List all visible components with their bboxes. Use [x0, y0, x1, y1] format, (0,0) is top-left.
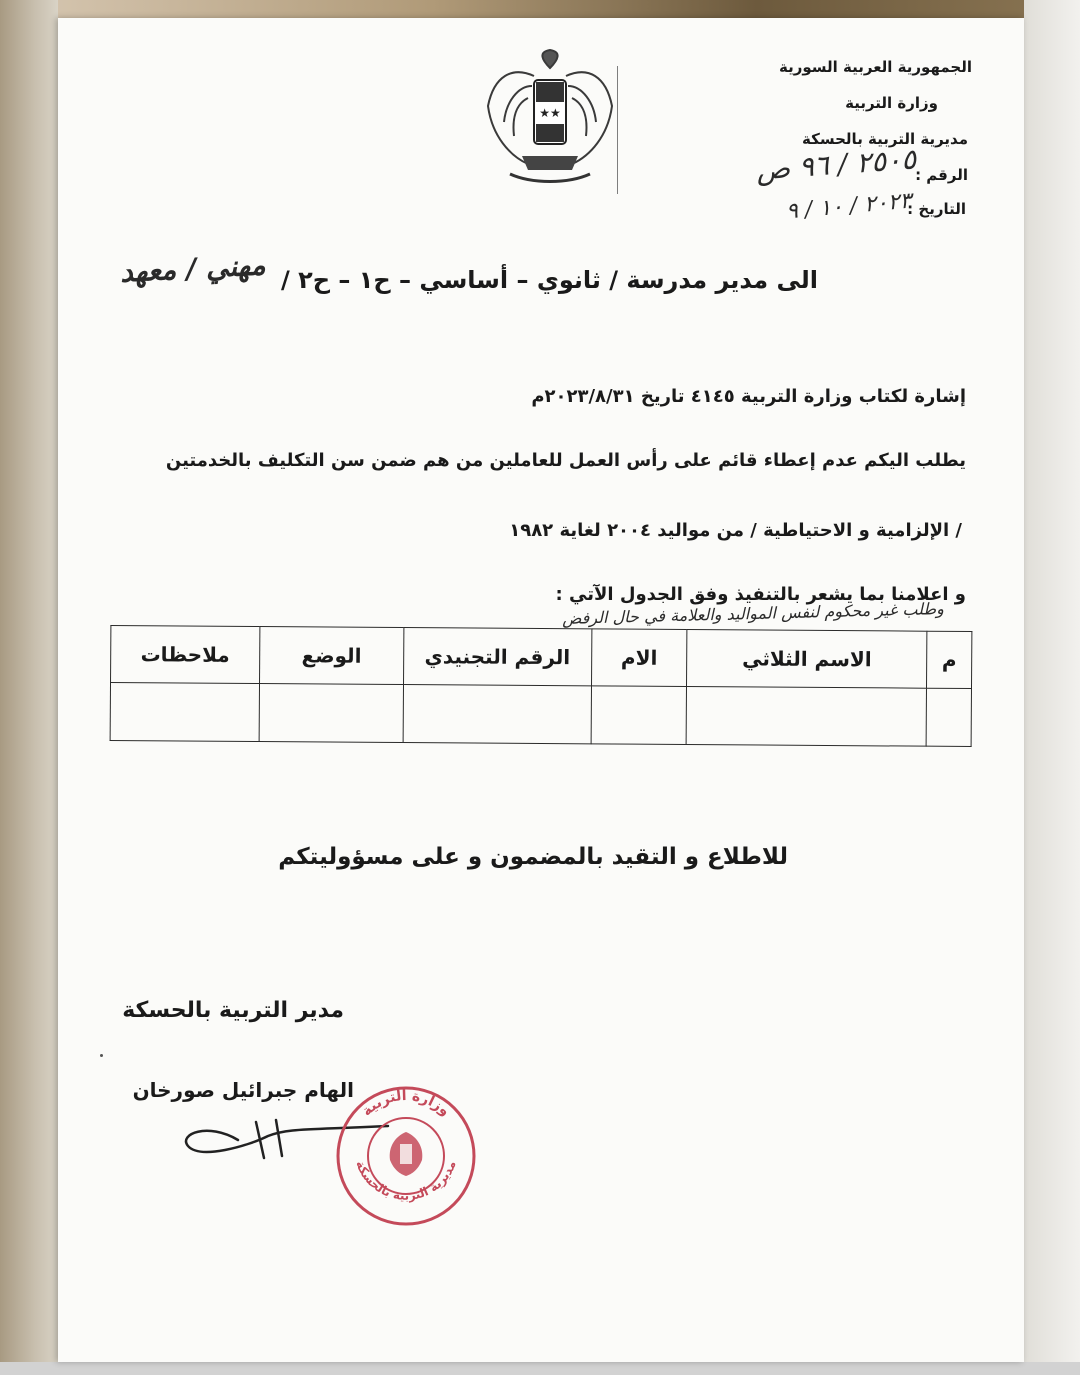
table-cell — [403, 685, 591, 744]
eagle-emblem-icon — [482, 46, 618, 194]
body-reference-line: إشارة لكتاب وزارة التربية ٤١٤٥ تاريخ ٢٠٢٣/٨/٣١م — [531, 386, 966, 407]
table-header-mother: الام — [591, 629, 687, 687]
table-cell — [687, 687, 927, 747]
stamp-eagle-icon — [390, 1132, 423, 1176]
document-page — [58, 18, 1024, 1362]
table-cell — [926, 688, 971, 746]
date-value-handwritten: ٢٠٢٣ / ١٠ / ٩ — [785, 188, 913, 225]
photo-background-bottom — [0, 1362, 1080, 1375]
table-header-index: م — [927, 631, 972, 688]
recipient-handwritten: مهني / معهد — [119, 248, 267, 289]
recipient-line: الى مدير مدرسة / ثانوي – أساسي – ح١ – ح٢ / — [280, 266, 818, 294]
stamp-top-text: وزارة التربية — [359, 1087, 453, 1120]
header-directorate: مديرية التربية بالحسكة — [802, 130, 968, 148]
body-request-line: يطلب اليكم عدم إعطاء قائم على رأس العمل للعاملين من هم ضمن سن التكليف بالخدمتين — [165, 450, 966, 471]
date-label: التاريخ : — [907, 200, 966, 218]
number-value-handwritten: ٢٥٠٥ / ٩٦ ص — [754, 142, 917, 187]
photo-background-left — [0, 0, 58, 1375]
signature-title: مدير التربية بالحسكة — [122, 998, 344, 1023]
ink-dot — [100, 1054, 103, 1057]
photo-background-top — [0, 0, 1080, 20]
table-row — [110, 682, 971, 746]
handwritten-note: وطلب غير محكوم لنفس المواليد والعلامة في حال الرفض — [561, 599, 945, 628]
body-service-line: / الإلزامية و الاحتياطية / من مواليد ٢٠٠٤ لغاية ١٩٨٢ — [509, 520, 962, 541]
table-cell — [110, 682, 259, 741]
table-cell — [591, 686, 687, 745]
official-stamp — [334, 1078, 478, 1228]
table-header-notes: ملاحظات — [111, 625, 260, 683]
personnel-table — [110, 625, 973, 747]
table-header-row — [111, 625, 972, 688]
closing-statement: للاطلاع و التقيد بالمضمون و على مسؤوليتكم — [278, 844, 788, 870]
photo-background-right — [1024, 0, 1080, 1375]
table-header-full-name: الاسم الثلاثي — [687, 630, 927, 689]
signatory-name: الهام جبرائيل صورخان — [132, 1078, 354, 1102]
svg-text:★★: ★★ — [539, 106, 561, 120]
table-header-status: الوضع — [259, 627, 403, 685]
header-republic: الجمهورية العربية السورية — [779, 58, 972, 76]
header-ministry: وزارة التربية — [845, 94, 938, 112]
svg-text:وزارة التربية — [359, 1088, 453, 1119]
stamp-bottom-text: مديرية التربية بالحسكة — [353, 1158, 459, 1203]
body-inform-line: و اعلامنا بما يشعر بالتنفيذ وفق الجدول الآتي : — [555, 584, 966, 605]
number-label: الرقم : — [915, 166, 968, 184]
table-cell — [259, 684, 403, 743]
table-header-military-number: الرقم التجنيدي — [403, 628, 591, 686]
